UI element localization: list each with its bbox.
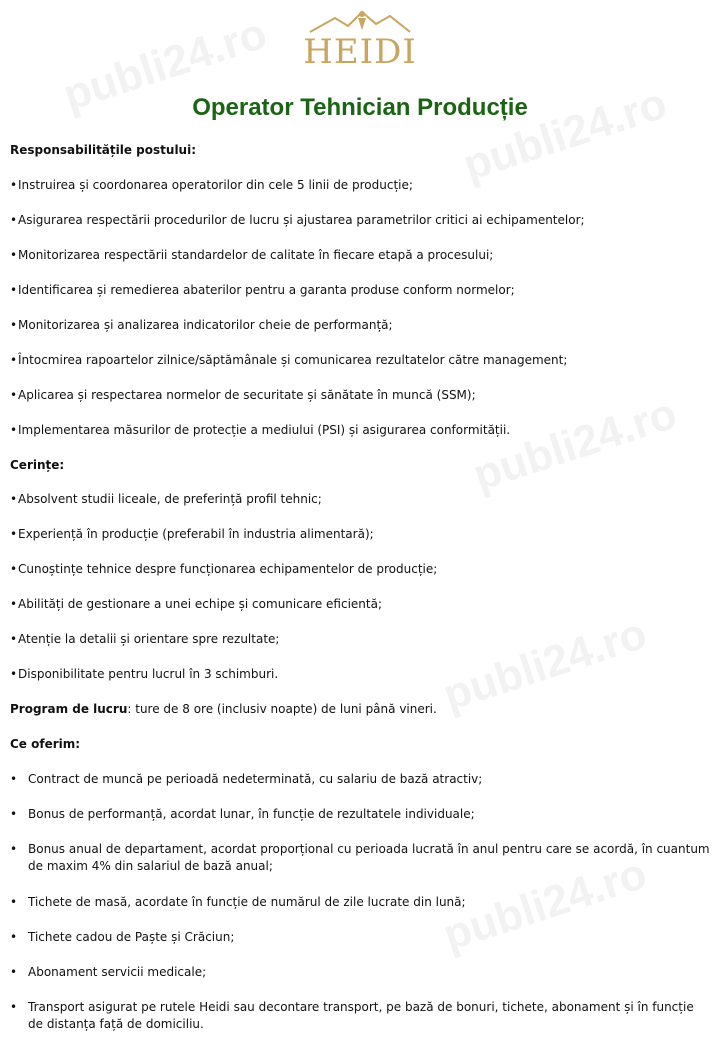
logo-text: HEIDI — [303, 32, 417, 72]
list-item: •Aplicarea și respectarea normelor de securitate și sănătate în muncă (SSM); — [10, 388, 476, 402]
watermark: publi24.ro — [457, 78, 673, 191]
list-item: • Bonus de performanță, acordat lunar, în funcție de rezultatele individuale; — [10, 807, 475, 821]
list-item: •Implementarea măsurilor de protecție a mediului (PSI) și asigurarea conformității. — [10, 423, 511, 437]
list-item: •Monitorizarea respectării standardelor de calitate în fiecare etapă a procesului; — [10, 248, 494, 262]
list-item: •Instruirea și coordonarea operatorilor din cele 5 linii de producție; — [10, 178, 413, 192]
list-item: • Tichete de masă, acordate în funcție de numărul de zile lucrate din lună; — [10, 895, 466, 909]
work-schedule-label: Program de lucru — [10, 702, 128, 716]
work-schedule — [10, 701, 437, 718]
list-item: •Cunoștințe tehnice despre funcționarea echipamentelor de producție; — [10, 562, 438, 576]
watermark: publi24.ro — [57, 8, 273, 121]
list-item: •Identificarea și remedierea abaterilor pentru a garanta produse conform normelor; — [10, 283, 515, 297]
heidi-logo — [0, 2, 720, 74]
watermark: publi24.ro — [437, 608, 653, 721]
requirements-heading: Cerințe: — [10, 458, 65, 472]
list-item: •Asigurarea respectării procedurilor de lucru și ajustarea parametrilor critici ai echipamentelor; — [10, 213, 585, 227]
list-item: •Absolvent studii liceale, de preferință profil tehnic; — [10, 492, 322, 506]
responsibilities-heading: Responsabilitățile postului: — [10, 143, 197, 157]
list-item: • Bonus anual de departament, acordat proporțional cu perioada lucrată în anul pentru care se acordă, în cuantum de maxim 4% din salariul de bază anual; — [10, 842, 710, 873]
list-item: •Disponibilitate pentru lucrul în 3 schimburi. — [10, 667, 279, 681]
list-item: •Monitorizarea și analizarea indicatorilor cheie de performanță; — [10, 318, 393, 332]
list-item: •Atenție la detalii și orientare spre rezultate; — [10, 632, 280, 646]
watermark: publi24.ro — [437, 848, 653, 961]
work-schedule-text: : ture de 8 ore (inclusiv noapte) de luni până vineri. — [127, 702, 437, 716]
list-item: • Contract de muncă pe perioadă nedeterminată, cu salariu de bază atractiv; — [10, 772, 483, 786]
offer-heading: Ce oferim: — [10, 737, 81, 751]
list-item: •Abilități de gestionare a unei echipe și comunicare eficientă; — [10, 597, 383, 611]
list-item: • Tichete cadou de Paște și Crăciun; — [10, 930, 235, 944]
list-item: • Transport asigurat pe rutele Heidi sau decontare transport, pe bază de bonuri, tichete, abonament și în funcție de distanța față de domiciliu. — [10, 1000, 694, 1031]
list-item: •Experiență în producție (preferabil în industria alimentară); — [10, 527, 374, 541]
watermark: publi24.ro — [467, 388, 683, 501]
list-item: • Abonament servicii medicale; — [10, 965, 207, 979]
list-item: •Întocmirea rapoartelor zilnice/săptămânale și comunicarea rezultatelor către management; — [10, 353, 568, 367]
page-title: Operator Tehnician Producție — [192, 94, 528, 121]
